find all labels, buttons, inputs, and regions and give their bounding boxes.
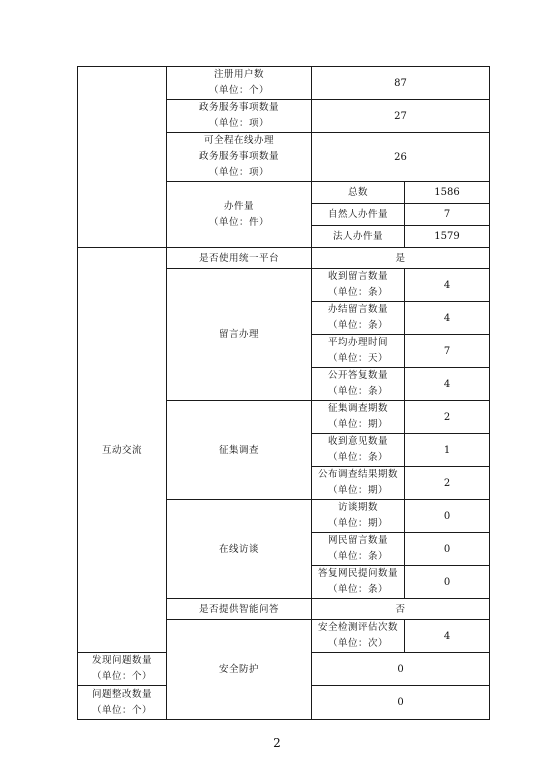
- value-netizen-messages: 0: [405, 533, 490, 566]
- row-label-online-service-items: [167, 133, 312, 182]
- category-interaction: 互动交流: [78, 248, 167, 653]
- value-smart-qa: 否: [312, 599, 490, 620]
- row-label-service-items: [167, 100, 312, 133]
- category-cell-prev: [78, 67, 167, 248]
- value-survey-periods: 2: [405, 401, 490, 434]
- value-issues-fixed: 0: [312, 686, 490, 720]
- row-label-issues-fixed: [78, 686, 167, 720]
- label-line: 公布调查结果期数: [317, 469, 398, 480]
- value-unified-platform: 是: [312, 248, 490, 269]
- unit-line: （单位：个）: [91, 704, 152, 716]
- value-online-service-items: 26: [312, 133, 490, 182]
- label-line: 收到意见数量: [327, 436, 388, 447]
- value-registered-users: 87: [312, 67, 490, 100]
- label-line: 平均办理时间: [327, 337, 388, 348]
- sub-label-legal-person: 法人办件量: [312, 226, 405, 248]
- unit-line: （单位：个）: [91, 671, 152, 682]
- unit-line: （单位：期）: [327, 485, 388, 496]
- label-line: 政务服务事项数量: [198, 102, 279, 113]
- sub-label-interview-periods: [312, 500, 405, 533]
- sub-label-survey-results: [312, 467, 405, 500]
- value-interview-periods: 0: [405, 500, 490, 533]
- group-label-interview: 在线访谈: [167, 500, 312, 599]
- page-number: 2: [273, 736, 281, 750]
- value-public-replies: 4: [405, 368, 490, 401]
- label-line: 公开答复数量: [327, 370, 388, 381]
- value-opinions-received: 1: [405, 434, 490, 467]
- value-survey-results: 2: [405, 467, 490, 500]
- unit-line: （单位：条）: [327, 287, 388, 298]
- sub-label-total: 总数: [312, 182, 405, 204]
- statistics-table: [77, 66, 490, 720]
- sub-label-netizen-messages: [312, 533, 405, 566]
- sub-label-messages-received: [312, 269, 405, 302]
- value-natural-person: 7: [405, 204, 490, 226]
- label-line: 注册用户数: [213, 69, 264, 80]
- value-total: 1586: [405, 182, 490, 204]
- sub-label-netizen-replies: [312, 566, 405, 599]
- table-row: [78, 67, 490, 100]
- row-label-issues-found: [78, 653, 167, 686]
- row-label-smart-qa: 是否提供智能问答: [167, 599, 312, 620]
- unit-line: （单位：项）: [208, 118, 269, 129]
- value-messages-closed: 4: [405, 302, 490, 335]
- row-label-registered-users: [167, 67, 312, 100]
- value-messages-received: 4: [405, 269, 490, 302]
- value-netizen-replies: 0: [405, 566, 490, 599]
- row-label-banjian: [167, 182, 312, 248]
- unit-line: （单位：项）: [208, 167, 269, 178]
- label-line: 问题整改数量: [91, 688, 152, 700]
- value-service-items: 27: [312, 100, 490, 133]
- row-label-security-checks: [312, 620, 405, 653]
- sub-label-survey-periods: [312, 401, 405, 434]
- category-security: 安全防护: [167, 620, 312, 720]
- unit-line: （单位：个）: [208, 85, 269, 96]
- label-line: 收到留言数量: [327, 271, 388, 282]
- unit-line: （单位：期）: [327, 518, 388, 529]
- label-line: 可全程在线办理: [203, 135, 274, 146]
- unit-line: （单位：条）: [327, 320, 388, 331]
- unit-line: （单位：条）: [327, 584, 388, 595]
- label-line: 政务服务事项数量: [198, 151, 279, 162]
- unit-line: （单位：天）: [327, 353, 388, 364]
- unit-line: （单位：条）: [327, 452, 388, 463]
- label-line: 安全检测评估次数: [317, 622, 398, 633]
- sub-label-opinions-received: [312, 434, 405, 467]
- label-line: 征集调查期数: [327, 403, 388, 414]
- label-line: 发现问题数量: [91, 655, 152, 666]
- label-line: 答复网民提问数量: [317, 568, 398, 579]
- label-line: 办结留言数量: [327, 304, 388, 315]
- value-security-checks: 4: [405, 620, 490, 653]
- label-line: 访谈期数: [337, 502, 378, 513]
- value-legal-person: 1579: [405, 226, 490, 248]
- group-label-messages: 留言办理: [167, 269, 312, 401]
- unit-line: （单位：件）: [208, 216, 269, 228]
- label-line: 网民留言数量: [327, 535, 388, 546]
- sub-label-natural-person: 自然人办件量: [312, 204, 405, 226]
- unit-line: （单位：条）: [327, 386, 388, 397]
- value-issues-found: 0: [312, 653, 490, 686]
- unit-line: （单位：期）: [327, 419, 388, 430]
- table-row: [78, 248, 490, 269]
- sub-label-public-replies: [312, 368, 405, 401]
- sub-label-messages-closed: [312, 302, 405, 335]
- label-line: 办件量: [223, 200, 254, 212]
- unit-line: （单位：条）: [327, 551, 388, 562]
- row-label-unified-platform: 是否使用统一平台: [167, 248, 312, 269]
- value-average-time: 7: [405, 335, 490, 368]
- group-label-survey: 征集调查: [167, 401, 312, 500]
- sub-label-average-time: [312, 335, 405, 368]
- unit-line: （单位：次）: [327, 638, 388, 649]
